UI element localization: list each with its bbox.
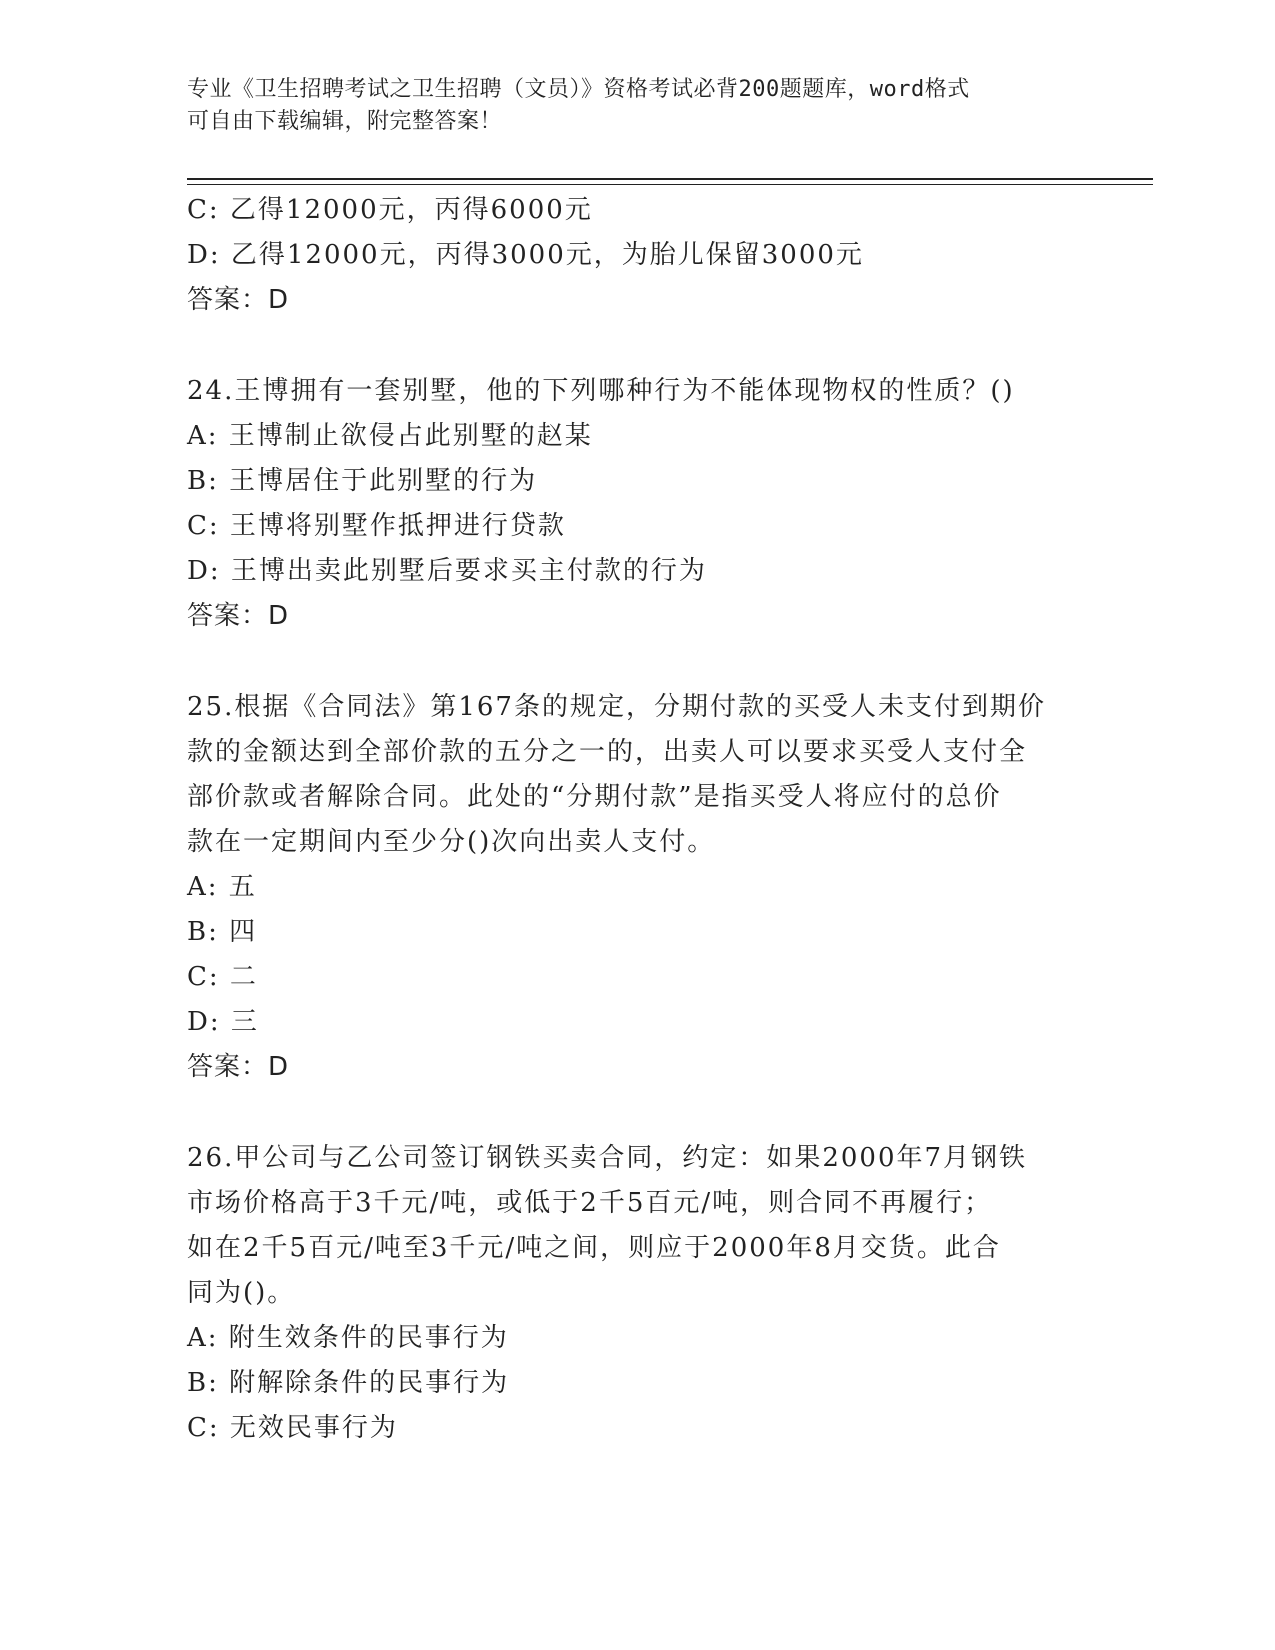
answer-line: 答案：D [187, 1052, 290, 1082]
spacer [187, 323, 1087, 369]
header-divider [187, 178, 1153, 185]
option-b: B: 附解除条件的民事行为 [187, 1368, 510, 1398]
question-stem-line-4: 同为()。 [187, 1278, 296, 1308]
question-stem-line-1: 26.甲公司与乙公司签订钢铁买卖合同，约定：如果2000年7月钢铁 [187, 1143, 1028, 1173]
spacer [187, 639, 1087, 685]
option-b: B: 四 [187, 917, 258, 947]
spacer [187, 1090, 1087, 1136]
question-25 [187, 685, 1087, 1090]
option-d: D: 乙得12000元，丙得3000元，为胎儿保留3000元 [187, 240, 864, 270]
question-stem-line-2: 市场价格高于3千元/吨，或低于2千5百元/吨，则合同不再履行； [187, 1188, 993, 1218]
question-26 [187, 1136, 1087, 1451]
option-c: C: 王博将别墅作抵押进行贷款 [187, 511, 566, 541]
question-content [187, 188, 1087, 1451]
option-a: A: 附生效条件的民事行为 [187, 1323, 509, 1353]
option-b: B: 王博居住于此别墅的行为 [187, 466, 538, 496]
answer-line: 答案：D [187, 285, 290, 315]
question-24 [187, 369, 1087, 639]
question-stem-line-1: 25.根据《合同法》第167条的规定，分期付款的买受人未支付到期价 [187, 692, 1046, 722]
question-23 [187, 188, 1087, 323]
question-stem-line-4: 款在一定期间内至少分()次向出卖人支付。 [187, 827, 716, 857]
option-d: D: 王博出卖此别墅后要求买主付款的行为 [187, 556, 707, 586]
answer-line: 答案：D [187, 601, 290, 631]
question-stem-line-3: 部价款或者解除合同。此处的“分期付款”是指买受人将应付的总价 [187, 782, 1002, 812]
option-c: C: 无效民事行为 [187, 1413, 398, 1443]
option-c: C: 二 [187, 962, 258, 992]
header-title-line-1: 专业《卫生招聘考试之卫生招聘（文员）》资格考试必背200题题库，word格式 [187, 77, 970, 102]
question-stem-line-2: 款的金额达到全部价款的五分之一的，出卖人可以要求买受人支付全 [187, 737, 1028, 767]
option-d: D: 三 [187, 1007, 259, 1037]
document-header [187, 74, 1077, 138]
option-a: A: 五 [187, 872, 257, 902]
option-a: A: 王博制止欲侵占此别墅的赵某 [187, 421, 593, 451]
option-c: C: 乙得12000元，丙得6000元 [187, 195, 593, 225]
question-stem-line-3: 如在2千5百元/吨至3千元/吨之间，则应于2000年8月交货。此合 [187, 1233, 1001, 1263]
question-stem: 24.王博拥有一套别墅，他的下列哪种行为不能体现物权的性质？() [187, 376, 1015, 406]
header-title-line-2: 可自由下载编辑，附完整答案！ [187, 109, 503, 134]
